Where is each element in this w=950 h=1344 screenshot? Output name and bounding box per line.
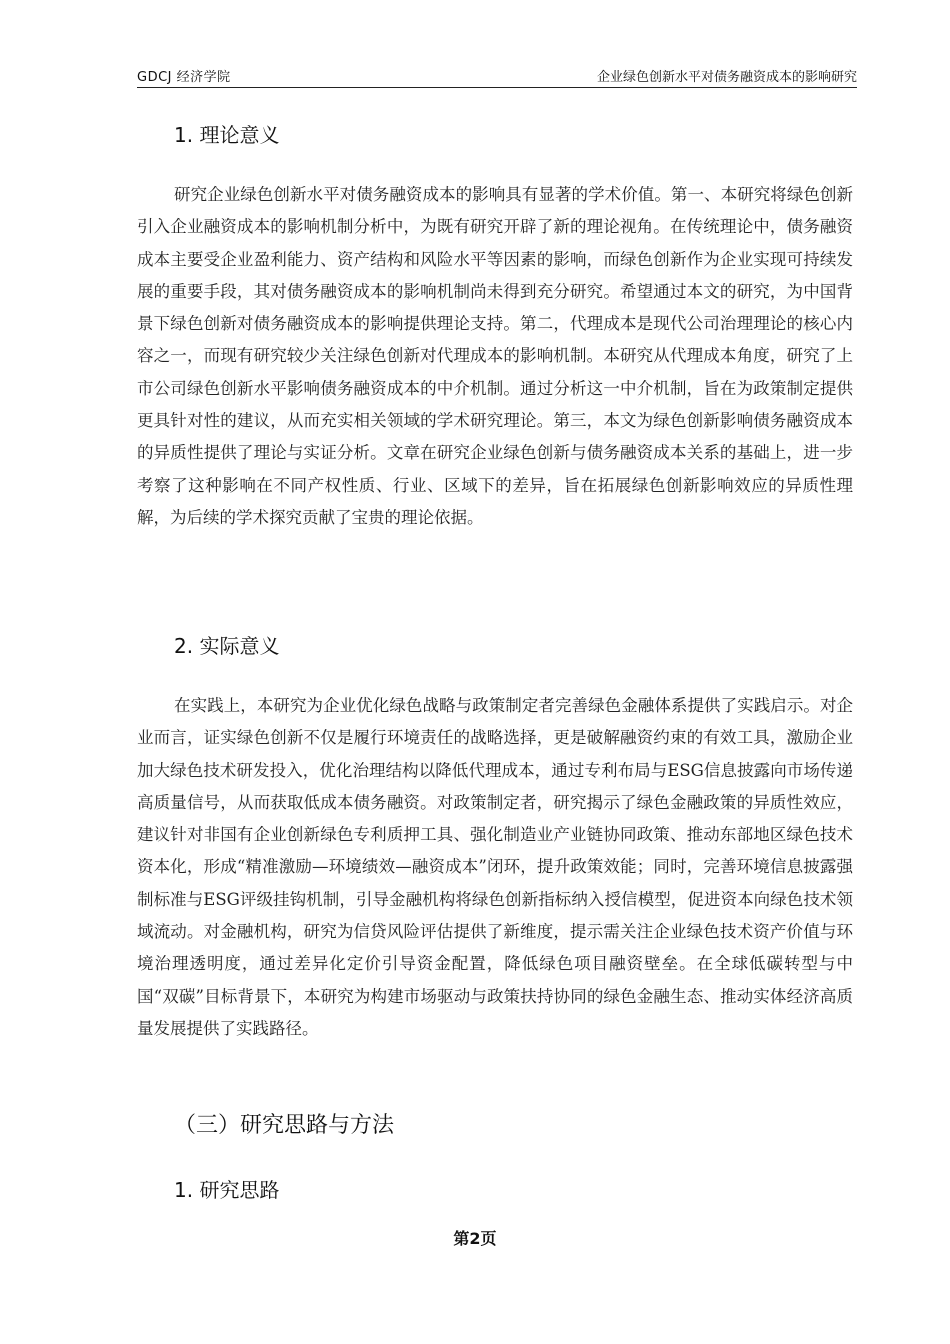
- header-document-title: 企业绿色创新水平对债务融资成本的影响研究: [596, 70, 857, 85]
- header-divider: [137, 87, 857, 88]
- page-header: [137, 66, 857, 86]
- practical-significance-paragraph: 在实践上，本研究为企业优化绿色战略与政策制定者完善绿色金融体系提供了实践启示。对企业而言，证实绿色创新不仅是履行环境责任的战略选择，更是破解融资约束的有效工具，激励企业加大绿色技术研发投入，优化治理结构以降低代理成本，通过专利布局与ESG信息披露向市场传递高质量信号，从而获取低成本债务融资。对政策制定者，研究揭示了绿色金融政策的异质性效应，建议针对非国有企业创新绿色专利质押工具、强化制造业产业链协同政策、推动东部地区绿色技术资本化，形成“精准激励—环境绩效—融资成本”闭环，提升政策效能；同时，完善环境信息披露强制标准与ESG评级挂钩机制，引导金融机构将绿色创新指标纳入授信模型，促进资本向绿色技术领域流动。对金融机构，研究为信贷风险评估提供了新维度，提示需关注企业绿色技术资产价值与环境治理透明度，通过差异化定价引导资金配置，降低绿色项目融资壁垒。在全球低碳转型与中国“双碳”目标背景下，本研究为构建市场驱动与政策扶持协同的绿色金融生态、推动实体经济高质量发展提供了实践路径。: [137, 696, 853, 1038]
- theory-significance-heading: 1. 理论意义: [174, 123, 280, 147]
- page-number: 第2页: [453, 1229, 497, 1248]
- header-institution: GDCJ 经济学院: [137, 70, 231, 85]
- section-research-methods-heading: （三）研究思路与方法: [174, 1113, 395, 1138]
- research-approach-heading: 1. 研究思路: [174, 1178, 280, 1202]
- practical-significance-heading: 2. 实际意义: [174, 634, 280, 658]
- theory-significance-paragraph: 研究企业绿色创新水平对债务融资成本的影响具有显著的学术价值。第一、本研究将绿色创新引入企业融资成本的影响机制分析中，为既有研究开辟了新的理论视角。在传统理论中，债务融资成本主要受企业盈利能力、资产结构和风险水平等因素的影响，而绿色创新作为企业实现可持续发展的重要手段，其对债务融资成本的影响机制尚未得到充分研究。希望通过本文的研究，为中国背景下绿色创新对债务融资成本的影响提供理论支持。第二，代理成本是现代公司治理理论的核心内容之一，而现有研究较少关注绿色创新对代理成本的影响机制。本研究从代理成本角度，研究了上市公司绿色创新水平影响债务融资成本的中介机制。通过分析这一中介机制，旨在为政策制定提供更具针对性的建议，从而充实相关领域的学术研究理论。第三，本文为绿色创新影响债务融资成本的异质性提供了理论与实证分析。文章在研究企业绿色创新与债务融资成本关系的基础上，进一步考察了这种影响在不同产权性质、行业、区域下的差异，旨在拓展绿色创新影响效应的异质性理解，为后续的学术探究贡献了宝贵的理论依据。: [137, 185, 853, 527]
